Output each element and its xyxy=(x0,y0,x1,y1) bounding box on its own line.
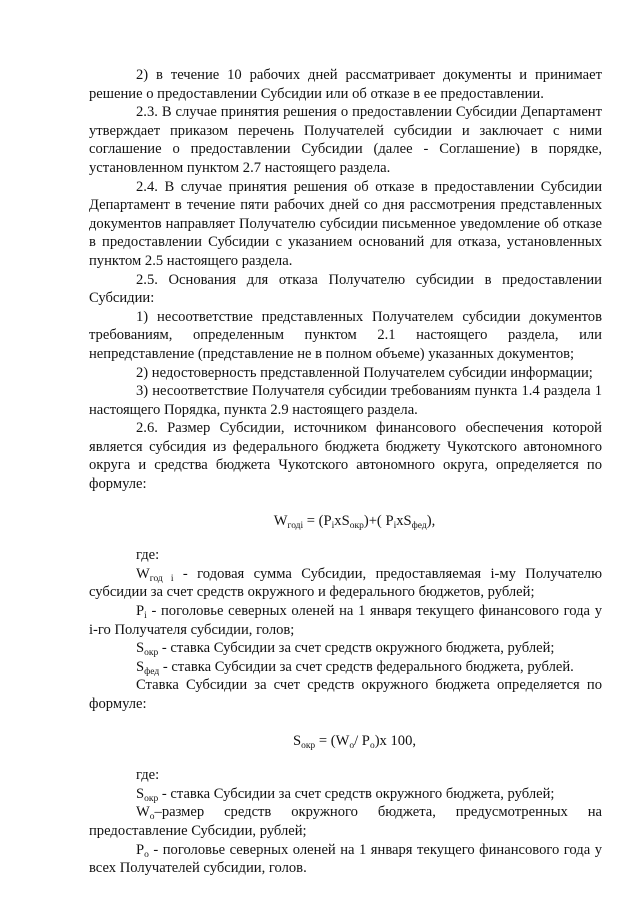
definition-p-i: $P_i$ - поголовье северных оленей на 1 января текущего финансового года у i-го Получателя субсидии, голов; xyxy=(89,603,602,638)
formula-rate: $S_{окр} = (W_о/$ $P_о)x$ 100, xyxy=(292,732,417,751)
refusal-reason-2: 2) недостоверность представленной Получателем субсидии информации; xyxy=(136,364,593,381)
definition-s-fed: $S_{фед}$ - ставка Субсидии за счет средств федерального бюджета, рублей. xyxy=(136,658,574,677)
where-label-1: где: xyxy=(136,547,160,564)
refusal-reason-3: 3) несоответствие Получателя субсидии требованиям пункта 1.4 раздела 1 настоящего Порядка, пункта 2.9 настоящего раздела. xyxy=(89,383,602,418)
definition-w-o: $W_о$–размер средств окружного бюджета, предусмотренных на предоставление Субсидии, рублей; xyxy=(89,804,602,839)
document-page xyxy=(89,66,602,878)
definition-w-year: $W_{год i}$ - годовая сумма Субсидии, предоставляемая i-му Получателю субсидии за счет средств окружного и федерального бюджетов, рублей; xyxy=(89,565,602,601)
where-label-2: где: xyxy=(136,767,160,784)
paragraph-2-3: 2.3. В случае принятия решения о предоставлении Субсидии Департамент утверждает приказом перечень Получателей субсидии и заключает с ними соглашение о предоставлении Субсидии (далее - Соглашение) в порядке, установленном пунктом 2.7 настоящего раздела. xyxy=(89,104,602,176)
rate-formula-intro: Ставка Субсидии за счет средств окружного бюджета определяется по формуле: xyxy=(89,677,602,712)
refusal-reason-1: 1) несоответствие представленных Получателем субсидии документов требованиям, определенным пунктом 2.1 настоящего раздела, или непредставление (представление не в полном объеме) указанных документов; xyxy=(89,308,602,362)
definition-p-o: $P_о$ - поголовье северных оленей на 1 января текущего финансового года у всех Получателей субсидии, голов. xyxy=(89,841,602,877)
paragraph-2-6: 2.6. Размер Субсидии, источником финансового обеспечения которой является субсидия из федерального бюджета бюджету Чукотского автономного округа и средства бюджета Чукотского автономного округа, определяется по формуле: xyxy=(89,420,602,493)
formula-annual-subsidy: $W_{годi} = (P_ixS_{окр})+$( $P_ixS_{фед}$), xyxy=(273,512,436,531)
definition-s-okr-2: $S_{окр}$ - ставка Субсидии за счет средств окружного бюджета, рублей; xyxy=(136,785,555,804)
paragraph-item-2: 2) в течение 10 рабочих дней рассматривает документы и принимает решение о предоставлении Субсидии или об отказе в ее предоставлении. xyxy=(89,67,602,102)
definition-s-okr: $S_{окр}$ - ставка Субсидии за счет средств окружного бюджета, рублей; xyxy=(136,640,555,659)
paragraph-2-4: 2.4. В случае принятия решения об отказе в предоставлении Субсидии Департамент в течение пяти рабочих дней со дня рассмотрения представленных документов направляет Получателю субсидии письменное уведомление об отказе в предоставлении Субсидии с указанием оснований для отказа, установленных пунктом 2.5 настоящего раздела. xyxy=(89,178,602,269)
paragraph-2-5: 2.5. Основания для отказа Получателю субсидии в предоставлении Субсидии: xyxy=(89,271,602,307)
